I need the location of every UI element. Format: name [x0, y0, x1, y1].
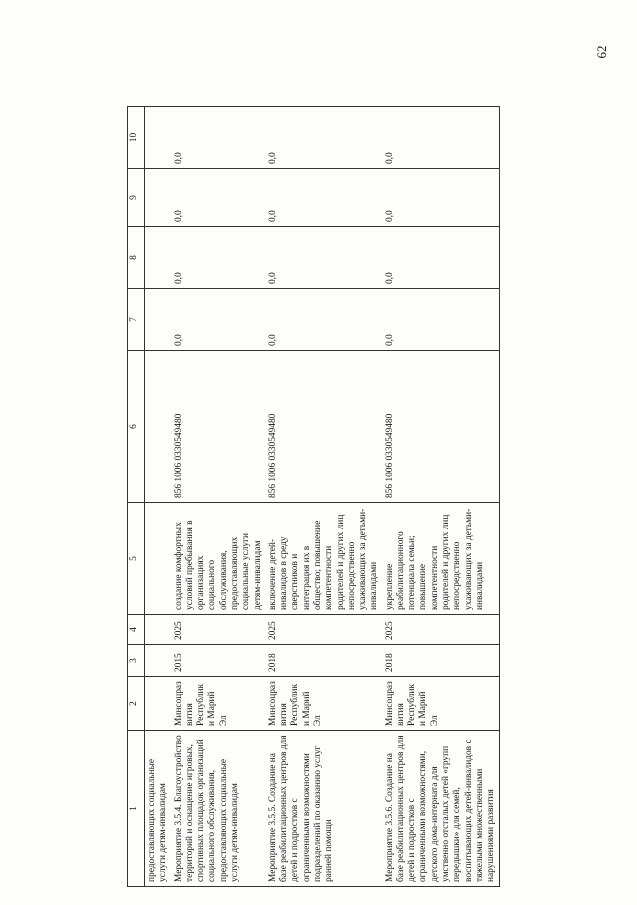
column-header: 2 [128, 677, 145, 731]
column-header: 9 [128, 169, 145, 227]
value-cell-10: 0,0 [172, 107, 266, 169]
column-header: 10 [128, 107, 145, 169]
executor-cell: Минсоцразвития Республики Марий Эл [172, 677, 266, 731]
column-header: 3 [128, 645, 145, 677]
column-header: 4 [128, 615, 145, 645]
column-number-row [128, 107, 145, 887]
value-cell-7: 0,0 [266, 289, 383, 351]
table-row [266, 107, 383, 887]
value-cell-10: 0,0 [383, 107, 500, 169]
measure-cell: Мероприятие 3.5.6. Создание на базе реабилитационных центров для детей и подростков с ограниченными возможностями, детского дома-интерната для умственно отсталых детей «групп передышки» для семей, воспитывающих детей-инвалидов с тяжелыми множественными нарушениями развития [383, 731, 500, 887]
value-cell-9: 0,0 [266, 169, 383, 227]
budget-code-cell: 856 1006 0330549480 [383, 351, 500, 503]
value-cell-9: 0,0 [383, 169, 500, 227]
column-header: 1 [128, 731, 145, 887]
table-row [172, 107, 266, 887]
continuation-text: предоставляющих социальные услуги детям-инвалидам [145, 731, 172, 887]
start-year-cell: 2015 [172, 645, 266, 677]
budget-code-cell: 856 1006 0330549480 [172, 351, 266, 503]
executor-cell: Минсоцразвития Республики Марий Эл [383, 677, 500, 731]
budget-code-cell: 856 1006 0330549480 [266, 351, 383, 503]
end-year-cell: 2025 [266, 615, 383, 645]
table-row [383, 107, 500, 887]
result-cell: создание комфортных условий пребывания в организациях социального обслуживания, предоставляющих социальные услуги детям-инвалидам [172, 503, 266, 615]
value-cell-8: 0,0 [172, 227, 266, 289]
end-year-cell: 2025 [172, 615, 266, 645]
value-cell-7: 0,0 [383, 289, 500, 351]
column-header: 8 [128, 227, 145, 289]
value-cell-8: 0,0 [266, 227, 383, 289]
page-number: 62 [594, 45, 609, 59]
continuation-row [145, 107, 172, 887]
executor-cell: Минсоцразвития Республики Марий Эл [266, 677, 383, 731]
program-measures-table [127, 106, 500, 887]
value-cell-10: 0,0 [266, 107, 383, 169]
column-header: 7 [128, 289, 145, 351]
document-page [127, 107, 637, 887]
result-cell: укрепление реабилитационного потенциала семьи; повышение компетентности родителей и других лиц непосредственно ухаживающих за детьми-инвалидами [383, 503, 500, 615]
value-cell-9: 0,0 [172, 169, 266, 227]
column-header: 6 [128, 351, 145, 503]
start-year-cell: 2018 [266, 645, 383, 677]
start-year-cell: 2018 [383, 645, 500, 677]
result-cell: включение детей-инвалидов в среду сверстников и интеграция их в общество; повышение компетентности родителей и других лиц непосредственно ухаживающих за детьми-инвалидами [266, 503, 383, 615]
column-header: 5 [128, 503, 145, 615]
end-year-cell: 2025 [383, 615, 500, 645]
value-cell-8: 0,0 [383, 227, 500, 289]
measure-cell: Мероприятие 3.5.5. Создание на базе реабилитационных центров для детей и подростков с ограниченными возможностями подразделений по оказанию услуг ранней помощи [266, 731, 383, 887]
value-cell-7: 0,0 [172, 289, 266, 351]
measure-cell: Мероприятие 3.5.4. Благоустройство территорий и оснащение игровых, спортивных площадок организаций социального обслуживания, предоставляющих социальные услуги детям-инвалидам [172, 731, 266, 887]
